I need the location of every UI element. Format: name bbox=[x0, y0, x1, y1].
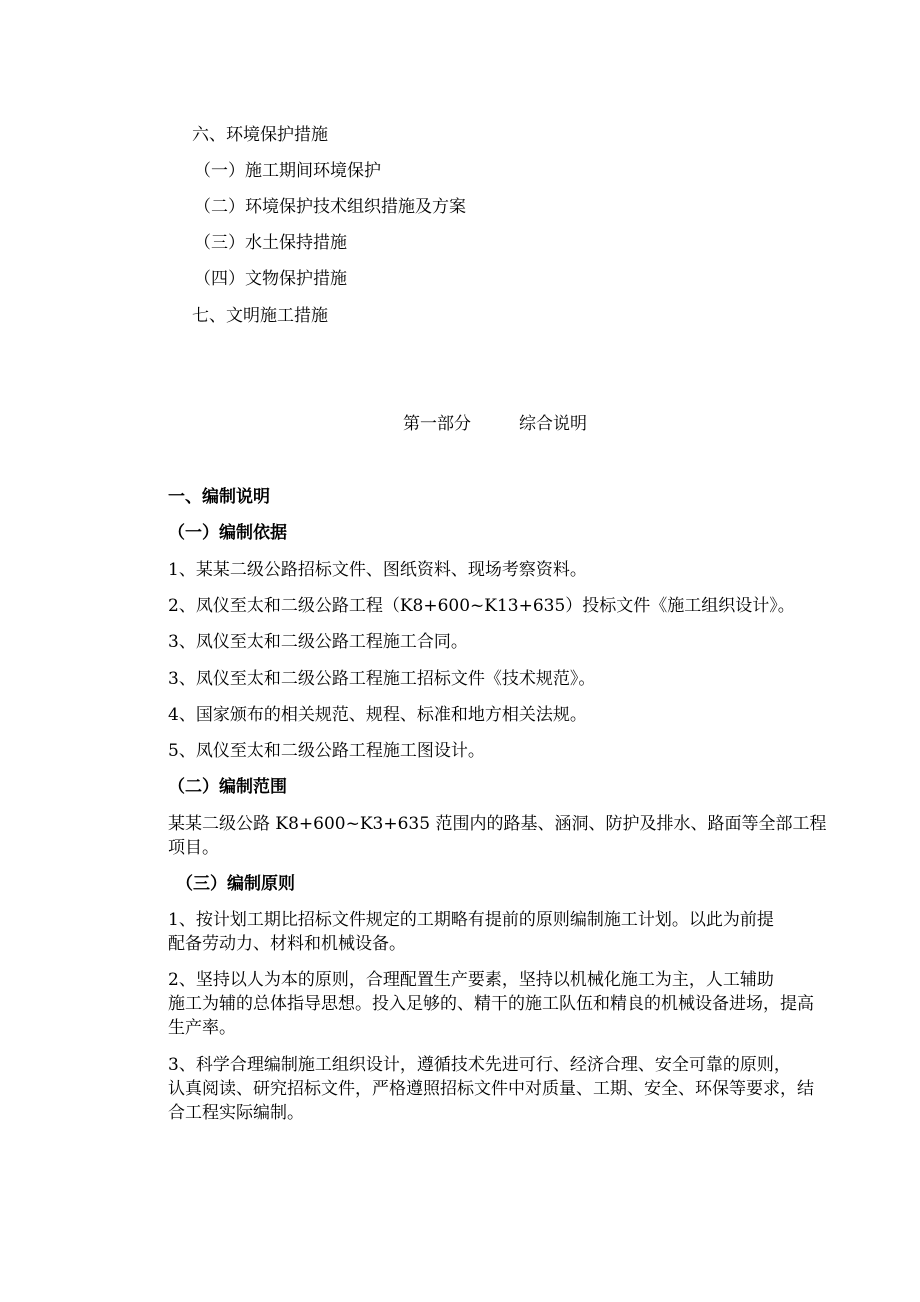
basis-item-4: 3、凤仪至太和二级公路工程施工招标文件《技术规范》。 bbox=[168, 669, 596, 689]
scope-text-line-2: 项目。 bbox=[168, 838, 219, 858]
part-label: 第一部分 bbox=[403, 414, 471, 434]
principle-1-line-2: 配备劳动力、材料和机械设备。 bbox=[168, 934, 406, 954]
toc-item-6-2: （二）环境保护技术组织措施及方案 bbox=[194, 197, 466, 217]
toc-item-6: 六、环境保护措施 bbox=[192, 125, 328, 145]
toc-item-7: 七、文明施工措施 bbox=[192, 306, 328, 326]
principle-3-line-1: 3、科学合理编制施工组织设计，遵循技术先进可行、经济合理、安全可靠的原则， bbox=[168, 1055, 791, 1075]
section-heading: 一、编制说明 bbox=[168, 487, 270, 507]
principle-1-line-1: 1、按计划工期比招标文件规定的工期略有提前的原则编制施工计划。以此为前提 bbox=[168, 910, 774, 930]
subsection-heading-basis: （一）编制依据 bbox=[168, 523, 287, 543]
basis-item-1: 1、某某二级公路招标文件、图纸资料、现场考察资料。 bbox=[168, 560, 587, 580]
principle-2-line-2: 施工为辅的总体指导思想。投入足够的、精干的施工队伍和精良的机械设备进场，提高 bbox=[168, 994, 814, 1014]
principle-3-line-3: 合工程实际编制。 bbox=[168, 1103, 304, 1123]
basis-item-6: 5、凤仪至太和二级公路工程施工图设计。 bbox=[168, 741, 485, 761]
basis-item-2: 2、凤仪至太和二级公路工程（K8+600~K13+635）投标文件《施工组织设计》。 bbox=[168, 596, 795, 616]
basis-item-3: 3、凤仪至太和二级公路工程施工合同。 bbox=[168, 632, 468, 652]
subsection-heading-scope: （二）编制范围 bbox=[168, 777, 287, 797]
toc-item-6-3: （三）水土保持措施 bbox=[194, 233, 347, 253]
principle-2-line-3: 生产率。 bbox=[168, 1018, 236, 1038]
toc-item-6-4: （四）文物保护措施 bbox=[194, 269, 347, 289]
part-title bbox=[403, 414, 587, 434]
subsection-heading-principles: （三）编制原则 bbox=[176, 874, 295, 894]
scope-text-line-1: 某某二级公路 K8+600~K3+635 范围内的路基、涵洞、防护及排水、路面等全部工程 bbox=[168, 814, 827, 834]
principle-3-line-2: 认真阅读、研究招标文件，严格遵照招标文件中对质量、工期、安全、环保等要求，结 bbox=[168, 1079, 814, 1099]
principle-2-line-1: 2、坚持以人为本的原则，合理配置生产要素，坚持以机械化施工为主，人工辅助 bbox=[168, 970, 774, 990]
toc-item-6-1: （一）施工期间环境保护 bbox=[194, 161, 381, 181]
basis-item-5: 4、国家颁布的相关规范、规程、标准和地方相关法规。 bbox=[168, 705, 587, 725]
part-name: 综合说明 bbox=[519, 414, 587, 434]
